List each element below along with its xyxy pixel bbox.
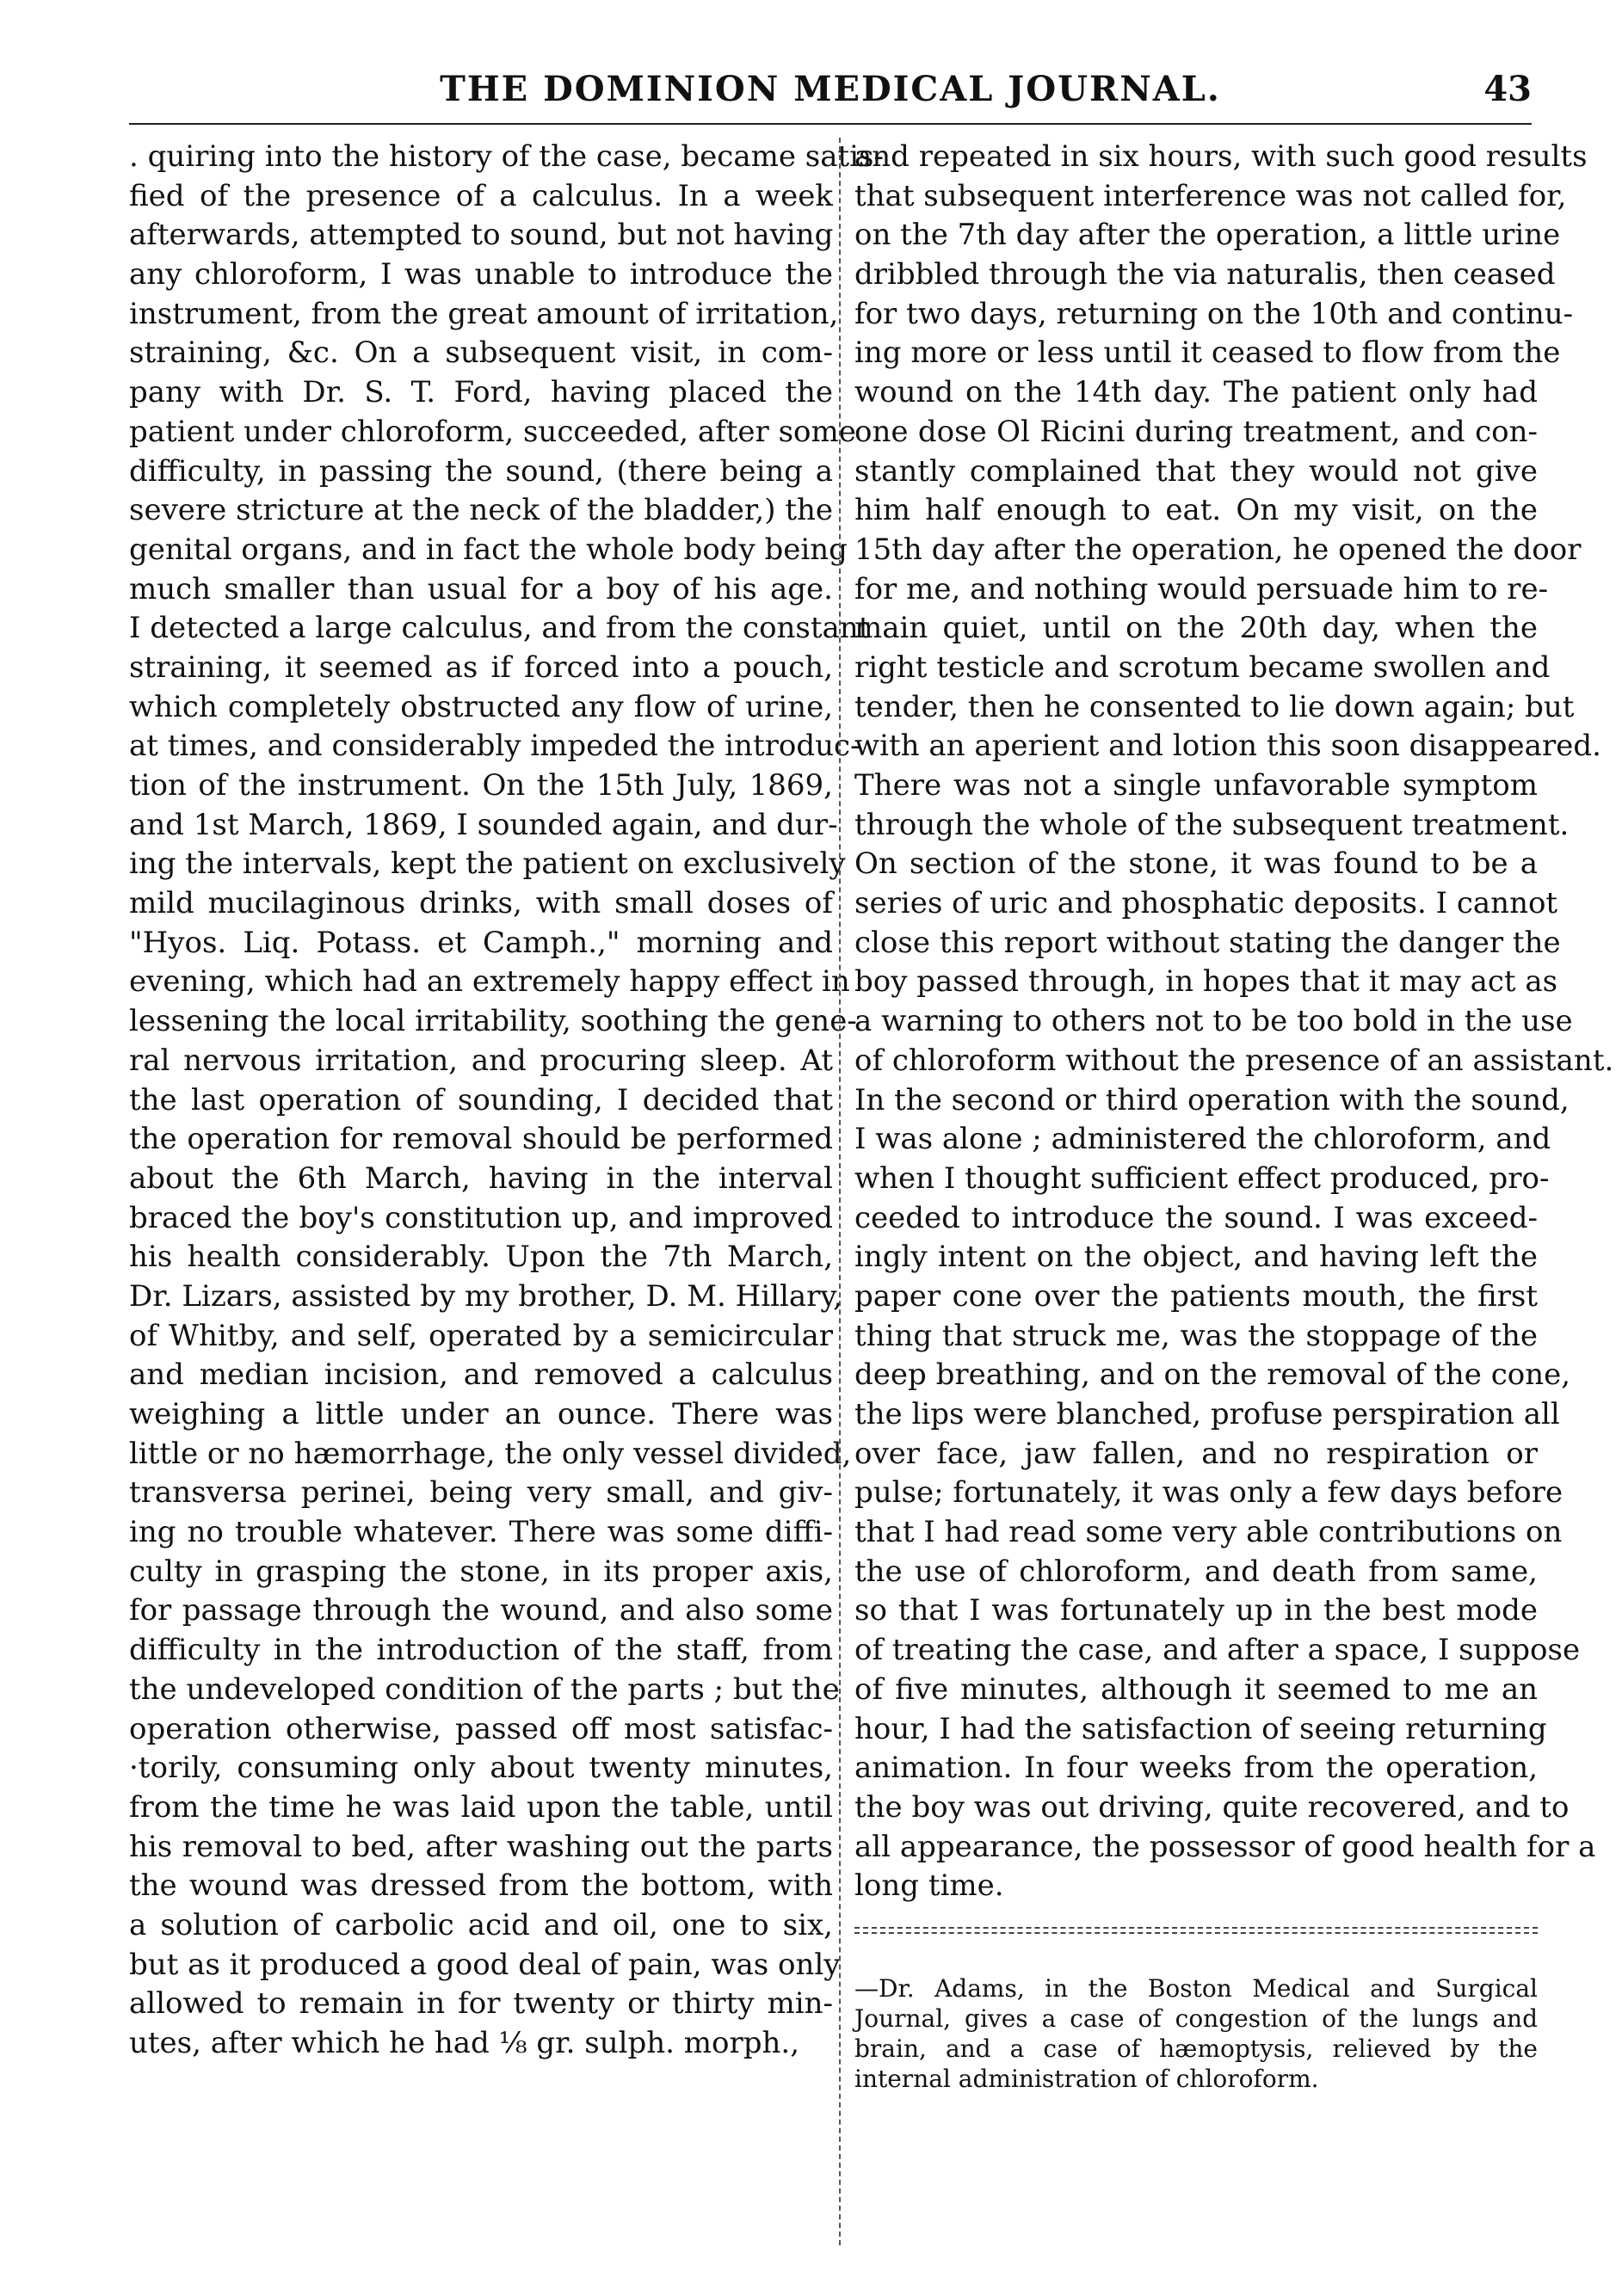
footnote-rule-lower: [854, 1932, 1538, 1934]
text-line: right testicle and scrotum became swollen and: [854, 649, 1551, 685]
text-line: all appearance, the possessor of good health for a: [854, 1829, 1596, 1864]
text-line: one dose Ol Ricini during treatment, and con-: [854, 414, 1538, 449]
text-line: hour, I had the satisfaction of seeing returning: [854, 1711, 1547, 1746]
text-line: instrument, from the great amount of irritation,: [129, 296, 839, 331]
text-line: In the second or third operation with the sound,: [854, 1082, 1570, 1117]
text-line: ing more or less until it ceased to flow from the: [854, 335, 1561, 371]
text-line: straining, &c. On a subsequent visit, in com-: [129, 335, 833, 371]
text-line: . quiring into the history of the case, became satis-: [129, 139, 884, 174]
text-line: dribbled through the via naturalis, then ceased: [854, 257, 1556, 292]
text-line: evening, which had an extremely happy effect in: [129, 964, 850, 1000]
text-line: culty in grasping the stone, in its proper axis,: [129, 1554, 833, 1589]
text-line: 15th day after the operation, he opened the door: [854, 532, 1582, 567]
text-line: much smaller than usual for a boy of his age.: [129, 571, 833, 606]
header-rule: [129, 123, 1532, 125]
text-line: series of uric and phosphatic deposits. I cannot: [854, 886, 1558, 921]
text-line: ·torily, consuming only about twenty minutes,: [129, 1751, 833, 1786]
text-line: main quiet, until on the 20th day, when the: [854, 611, 1538, 646]
text-line: of treating the case, and after a space, I suppose: [854, 1633, 1581, 1668]
text-line: animation. In four weeks from the operation,: [854, 1751, 1538, 1786]
text-line: On section of the stone, it was found to be a: [854, 846, 1538, 882]
text-line: little or no hæmorrhage, the only vessel divided,: [129, 1436, 852, 1471]
text-line: operation otherwise, passed off most satisfac-: [129, 1711, 833, 1746]
right-column: [854, 138, 1614, 2094]
text-line: about the 6th March, having in the interval: [129, 1160, 833, 1196]
text-line: genital organs, and in fact the whole body being: [129, 532, 848, 567]
text-line: thing that struck me, was the stoppage of the: [854, 1318, 1538, 1353]
left-column: [129, 138, 884, 2064]
text-line: any chloroform, I was unable to introduce the: [129, 257, 833, 292]
text-line: with an aperient and lotion this soon disappeared.: [854, 729, 1601, 764]
text-line: pulse; fortunately, it was only a few days before: [854, 1475, 1563, 1511]
text-line: wound on the 14th day. The patient only had: [854, 375, 1538, 410]
text-line: patient under chloroform, succeeded, after some: [129, 414, 856, 449]
text-line: the use of chloroform, and death from same,: [854, 1554, 1538, 1589]
text-line: braced the boy's constitution up, and improved: [129, 1200, 833, 1235]
text-line: severe stricture at the neck of the bladder,) the: [129, 493, 833, 528]
text-line: tender, then he consented to lie down again; but: [854, 689, 1575, 724]
text-line: of five minutes, although it seemed to me an: [854, 1671, 1538, 1707]
text-line: the boy was out driving, quite recovered, and to: [854, 1789, 1570, 1825]
text-line: paper cone over the patients mouth, the first: [854, 1278, 1538, 1314]
text-line: deep breathing, and on the removal of the cone,: [854, 1357, 1571, 1393]
text-line: the operation for removal should be performed: [129, 1122, 833, 1157]
text-line: close this report without stating the danger the: [854, 925, 1561, 960]
footnote-line: Journal, gives a case of congestion of the lungs and: [854, 2004, 1538, 2033]
text-line: through the whole of the subsequent treatment.: [854, 807, 1570, 842]
text-line: tion of the instrument. On the 15th July, 1869,: [129, 768, 833, 803]
footnote-line: internal administration of chloroform.: [854, 2064, 1319, 2093]
text-line: straining, it seemed as if forced into a pouch,: [129, 649, 833, 685]
text-line: the lips were blanched, profuse perspiration all: [854, 1397, 1560, 1431]
text-line: from the time he was laid upon the table, until: [129, 1789, 833, 1825]
text-line: the last operation of sounding, I decided that: [129, 1082, 833, 1117]
text-line: his removal to bed, after washing out the parts: [129, 1829, 833, 1864]
text-line: of chloroform without the presence of an assistant.: [854, 1043, 1614, 1078]
text-line: utes, after which he had ⅛ gr. sulph. morph.,: [129, 2026, 800, 2060]
footnote-line: brain, and a case of hæmoptysis, relieved by the: [854, 2034, 1538, 2063]
text-line: for me, and nothing would persuade him to re-: [854, 571, 1549, 606]
text-line: I detected a large calculus, and from the constant: [129, 611, 871, 646]
text-line: allowed to remain in for twenty or thirty min-: [129, 1986, 833, 2022]
text-line: ing no trouble whatever. There was some diffi-: [129, 1515, 833, 1550]
text-line: for two days, returning on the 10th and continu-: [854, 296, 1574, 331]
right-column-body: [854, 138, 1614, 1906]
text-line: when I thought sufficient effect produced, pro-: [854, 1160, 1550, 1196]
text-line: a solution of carbolic acid and oil, one to six,: [129, 1907, 833, 1942]
text-line: pany with Dr. S. T. Ford, having placed the: [129, 375, 833, 410]
text-line: his health considerably. Upon the 7th March,: [129, 1240, 833, 1275]
text-line: long time.: [854, 1868, 1004, 1904]
text-line: Dr. Lizars, assisted by my brother, D. M. Hillary,: [129, 1278, 842, 1314]
text-line: transversa perinei, being very small, and giv-: [129, 1475, 833, 1511]
page-number: 43: [1483, 69, 1532, 109]
text-line: stantly complained that they would not give: [854, 453, 1538, 489]
text-line: weighing a little under an ounce. There was: [129, 1397, 833, 1431]
text-line: him half enough to eat. On my visit, on the: [854, 493, 1538, 528]
text-line: that subsequent interference was not called for,: [854, 178, 1567, 213]
text-line: ral nervous irritation, and procuring sleep. At: [129, 1043, 833, 1078]
text-line: a warning to others not to be too bold in the use: [854, 1004, 1573, 1039]
journal-title: THE DOMINION MEDICAL JOURNAL.: [440, 69, 1221, 109]
footnote-rule: [854, 1927, 1538, 1929]
text-line: afterwards, attempted to sound, but not having: [129, 218, 834, 253]
text-line: difficulty in the introduction of the staff, from: [129, 1633, 833, 1668]
text-line: difficulty, in passing the sound, (there being a: [129, 453, 833, 489]
text-line: fied of the presence of a calculus. In a week: [129, 178, 833, 213]
text-line: the wound was dressed from the bottom, with: [129, 1868, 833, 1904]
text-line: lessening the local irritability, soothing the gene-: [129, 1004, 857, 1039]
text-line: and 1st March, 1869, I sounded again, and dur-: [129, 807, 838, 842]
text-line: boy passed through, in hopes that it may act as: [854, 964, 1558, 1000]
text-line: for passage through the wound, and also some: [129, 1593, 833, 1628]
text-line: "Hyos. Liq. Potass. et Camph.," morning and: [129, 925, 833, 960]
text-line: There was not a single unfavorable symptom: [854, 768, 1538, 803]
text-line: at times, and considerably impeded the introduc-: [129, 729, 860, 764]
text-line: and median incision, and removed a calculus: [129, 1357, 833, 1393]
footnote: [854, 1973, 1538, 2094]
text-line: that I had read some very able contributions on: [854, 1515, 1563, 1550]
text-line: of Whitby, and self, operated by a semicircular: [129, 1318, 833, 1353]
text-line: the undeveloped condition of the parts ; but the: [129, 1671, 840, 1707]
text-line: so that I was fortunately up in the best mode: [854, 1593, 1538, 1628]
text-line: ing the intervals, kept the patient on exclusively: [129, 846, 846, 882]
footnote-line: —Dr. Adams, in the Boston Medical and Surgical: [854, 1973, 1538, 2003]
text-line: and repeated in six hours, with such good results: [854, 139, 1588, 174]
text-line: I was alone ; administered the chloroform, and: [854, 1122, 1551, 1157]
text-line: ceeded to introduce the sound. I was exceed-: [854, 1200, 1538, 1235]
text-line: but as it produced a good deal of pain, was only: [129, 1947, 841, 1982]
running-head: [129, 69, 1532, 120]
text-line: ingly intent on the object, and having left the: [854, 1240, 1538, 1275]
text-line: mild mucilaginous drinks, with small doses of: [129, 886, 833, 921]
text-line: which completely obstructed any flow of urine,: [129, 689, 833, 724]
column-divider: [839, 138, 841, 2245]
text-line: over face, jaw fallen, and no respiration or: [854, 1436, 1538, 1471]
text-line: on the 7th day after the operation, a little urine: [854, 218, 1561, 253]
